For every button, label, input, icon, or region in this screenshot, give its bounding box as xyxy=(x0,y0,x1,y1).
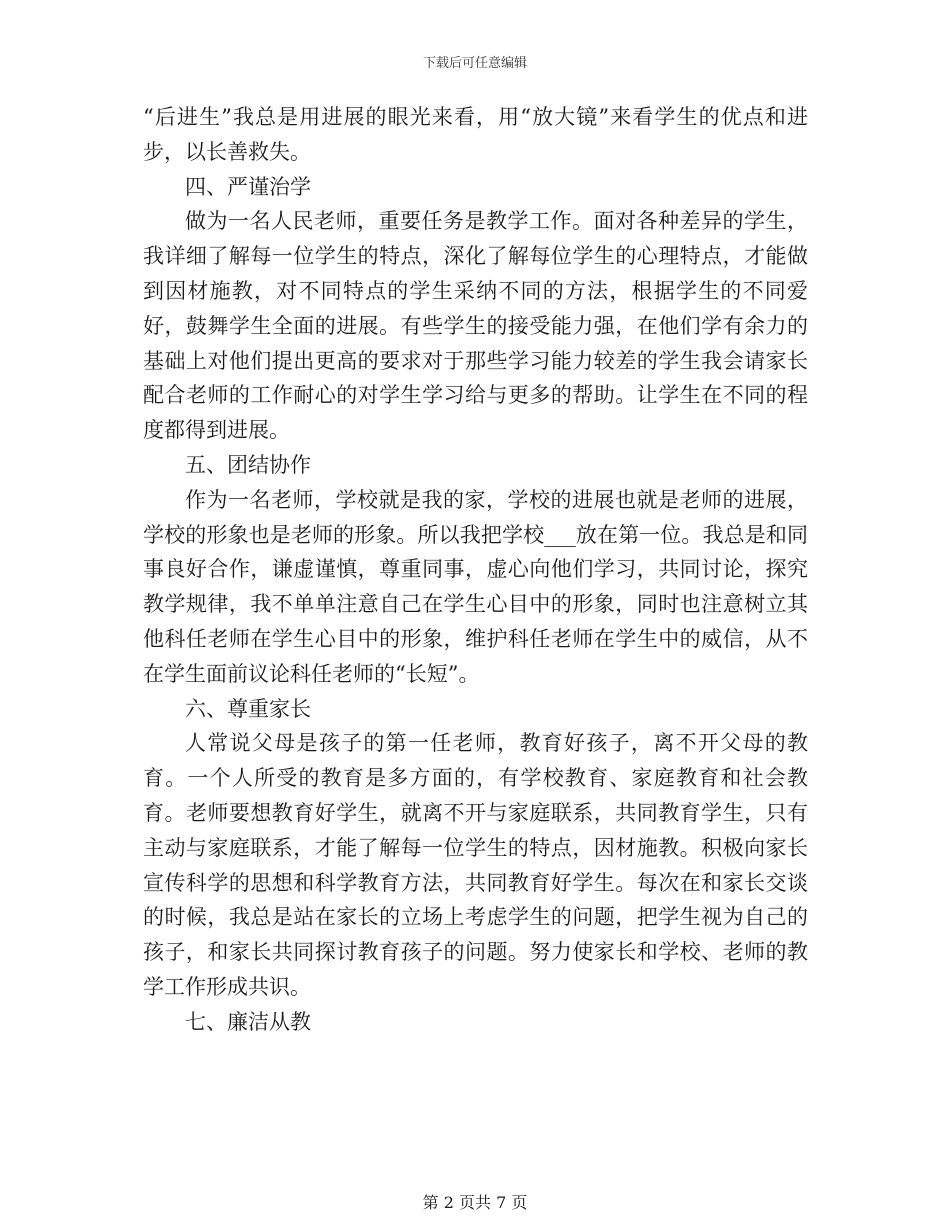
section-heading-seven: 七、廉洁从教 xyxy=(185,1009,311,1034)
paragraph-continuation: “后进生”我总是用进展的眼光来看，用“放大镜”来看学生的优点和进步，以长善救失。 xyxy=(143,105,808,164)
section-heading-six: 六、尊重家长 xyxy=(185,696,311,721)
section-heading-four: 四、严谨治学 xyxy=(185,174,311,199)
paragraph-teaching: 做为一名人民老师，重要任务是教学工作。面对各种差异的学生，我详细了解每一位学生的特点，深化了解每位学生的心理特点，才能做到因材施教，对不同特点的学生采纳不同的方法，根据学生的不同爱好，鼓舞学生全面的进展。有些学生的接受能力强，在他们学有余力的基础上对他们提出更高的要求对于那些学习能力较差的学生我会请家长配合老师的工作耐心的对学生学习给与更多的帮助。让学生在不同的程度都得到进展。 xyxy=(143,209,808,443)
page-number: 第 2 页共 7 页 xyxy=(422,1193,528,1212)
paragraph-parents: 人常说父母是孩子的第一任老师，教育好孩子，离不开父母的教育。一个人所受的教育是多方面的，有学校教育、家庭教育和社会教育。老师要想教育好学生，就离不开与家庭联系，共同教育学生，只有主动与家庭联系，才能了解每一位学生的特点，因材施教。积极向家长宣传科学的思想和科学教育方法，共同教育好学生。每次在和家长交谈的时候，我总是站在家长的立场上考虑学生的问题，把学生视为自己的孩子，和家长共同探讨教育孩子的问题。努力使家长和学校、老师的教学工作形成共识。 xyxy=(143,731,808,999)
page-header: 下载后可任意编辑 xyxy=(422,56,527,71)
document-body xyxy=(143,100,808,1040)
section-heading-five: 五、团结协作 xyxy=(185,452,311,477)
paragraph-cooperation: 作为一名老师，学校就是我的家，学校的进展也就是老师的进展，学校的形象也是老师的形象。所以我把学校___放在第一位。我总是和同事良好合作，谦虚谨慎，尊重同事，虚心向他们学习，共同讨论，探究教学规律，我不单单注意自己在学生心目中的形象，同时也注意树立其他科任老师在学生心目中的形象，维护科任老师在学生中的威信，从不在学生面前议论科任老师的“长短”。 xyxy=(143,487,808,686)
